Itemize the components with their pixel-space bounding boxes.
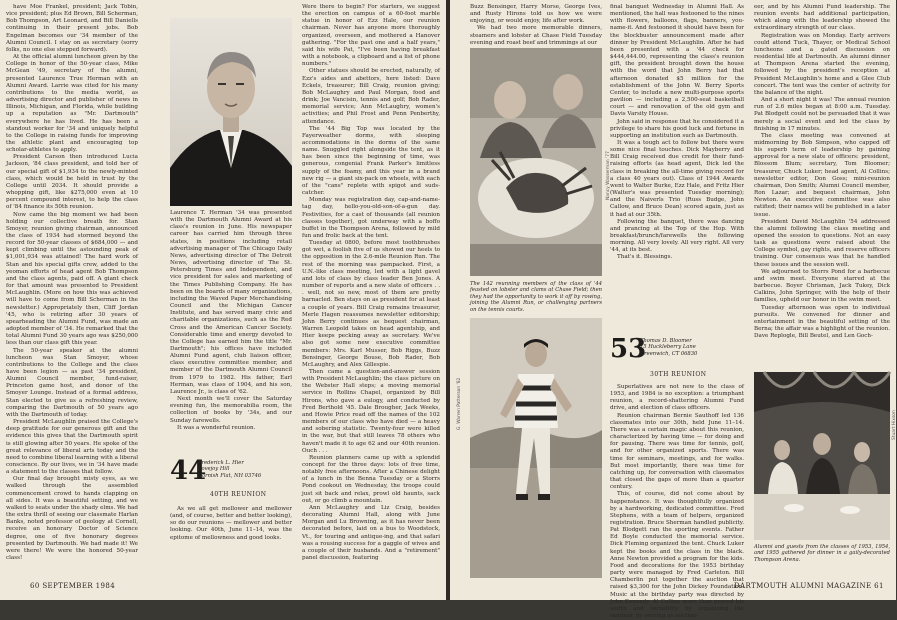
paragraph: President McLaughlin praised the College's deep gratitude for our generous gift and the evidence this gives that the Dartmouth spirit is still glowing after 50 years. He spoke of the great relevance of liberal arts today and the need to combine liberal learning with a liberal conscience. By our lives, we in '34 have made a statement to the classes that follow. xyxy=(6,419,138,476)
paragraph: Our final day brought misty eyes, as we walked through the assembled commencement crowd to hands clapping on all sides. It was a beautiful setting, and we walked to seats under the shady elms. We had the extra thrill of seeing our classmate Harlan Banks, noted professor of geology at Cornell, receive an honorary Doctor of Science degree, one of five honorary degrees presented by Dartmouth. We had made it! We were there! We were the honored 50-year class! xyxy=(6,476,138,562)
photo-credit-lobster: Nancy Wasserman '77 xyxy=(606,151,611,200)
class-number-44: 44 xyxy=(170,456,207,486)
lobster-photo-caption: The 142 reunning members of the class of '44 feasted on lobster and clams at Chase Field; then they had the opportunity to work it off by rowing, joining the Alumni Run, or challenging partners on the tennis courts. xyxy=(470,281,602,313)
paragraph: As we all get mellower and mellower (and, of course, better and better looking), so do our reunions — mellower and better looking. Our 40th, June 11–14, was the epitome of mellowness and good looks. xyxy=(170,506,292,541)
herman-portrait-photo xyxy=(170,18,292,206)
bio-paragraph: Laurence T. Herman '34 was presented with the Dartmouth Alumni Award at his class's reunion in June. His newspaper career has carried him through three states, in positions including retail advertising manager of The Chicago Daily News, advertising director of The Detroit News, advertising director of The St. Petersburg Times and Independent, and vice president for sales and marketing of the Times Publishing Company. He has been on the boards of many organizations, including the Waved Paper Merchandising Council and the Michigan Cancer Institute, and has served many civic and charitable organizations, such as the Red Cross and the American Cancer Society. Considerable time and energy devoted to the College has earned him the title "Mr. Dartmouth"; his offices have included Alumni Fund agent, club liaison officer, class executive committee member, and member of the Dartmouth Alumni Council from 1979 to 1982. His father, Earl Herman, was class of 1904, and his son, Laurence Jr., is class of '62. xyxy=(170,210,292,395)
paragraph: Now came the big moment we had been holding our collective breath for. Stan Smoyer, reunion giving chairman, announced the class of 1934 had stormed beyond the record for 50-year classes of $684,000 — and kept climbing until the astounding peak of $1,001,934 was attained! The hard work of Stan and his special gifts crew, added to the yeoman efforts of head agent Bob Thompson and the class agents, paid off. A giant check for that amount was presented to President McLaughlin. (More on how this was achieved will have to come from Bill Scherman in the newsletter.) Appropriately then, Cliff Jordan '45, who is retiring after 30 years of spearheading the Alumni Fund, was made an adopted member of '34. He remarked that the total Alumni Fund 30 years ago was $250,000 less than our class gift this year. xyxy=(6,211,138,347)
paragraph: The 50-year speaker at the alumni luncheon was Stan Smoyer, whose contributions to the College and the class have been legion — as past '34 president, Alumni Council member, fund-raiser, Princeton game host, and donor of the Smoyer Lounge. Instead of a formal address, Stan elected to give us a refreshing review, comparing the Dartmouth of 50 years ago with the Dartmouth of today. xyxy=(6,347,138,418)
paragraph: President David McLaughlin '54 addressed the alumni following the class meeting and opened the session to questions. Not an easy task as questions were raised about the College symbol, gay rights, and reserve officers training. Our consensus was that he handled these issues and the session well. xyxy=(754,218,890,268)
paragraph: The class meeting was convened at midmorning by Bob Simpson, who capped off his superb term of leadership by gaining approval for a new slate of officers: president, Blossom Blum; secretary, Tom Bloomer; treasurer, Chuck Luker; head agent, Al Collins; newsletter editor, Don Goss; mini-reunion chairman, Don Smith; Alumni Council member, Ron Lazar; and bequest chairman, John Newton. An executive committee was also ratified; their names will be published in a later issue. xyxy=(754,132,890,218)
paragraph: have Moe Frankel, president; Jack Tobin, vice president; plus Ed Brown, Bill Scherman, Bob Thompson, Art Leonard, and Bill Daniells continuing in their present jobs. Bob Engelman becomes our '34 member of the Alumni Council. I stay on as secretary (sorry folks, no one else stepped forward). xyxy=(6,4,138,53)
class-44-intro xyxy=(170,506,292,578)
paragraph: Then came a question-and-answer session with President McLaughlin; the class picture on the Webster Hall steps; a moving memorial service in Rollins Chapel, organized by Bill Hirons, who gave a eulogy, and conducted by Fred Berthold '45. Dale Brougher, Jack Weeks, and Howie Price read off the names of the 102 members of our class who have died — a heavy and sobering statistic. Twenty-four were killed in the war, but that still leaves 78 others who haven't made it to age 62 and our 40th reunion. Ouch . . . xyxy=(302,368,440,454)
photo-credit-runner: G. Warren Patterson '82 xyxy=(457,377,462,430)
paragraph: And a short night it was! The annual reunion run of 2.6 miles began at 8:00 a.m. Tuesday. Pat Blodgett could not be persuaded that it was merely a social event and led the class by finishing in 17 minutes. xyxy=(754,97,890,132)
address-line: Greenwich, CT 06830 xyxy=(640,350,698,357)
paragraph: At the official alumni luncheon given by the College in honor of the 50-year class, Mike McGean '49, secretary of the alumni, presented Laurence True Herman with an Alumni Award. Larrie was cited for his many contributions to the media world, as advertising director and publisher of news in Illinois, Michigan, and Florida, while building up a reputation as "Mr. Dartmouth" everywhere he has lived. He has been a standout worker for '34 and uniquely helpful to the College in raising funds for improving the athletic plant and encouraging top scholar-athletes to apply. xyxy=(6,54,138,154)
lobster-dinner-illustration xyxy=(470,48,602,276)
paragraph: Registration was on Monday. Early arrivers could attend Tuck, Thayer, or Medical School luncheons and a gated discussion on residential life at Dartmouth. An alumni dinner at Thompson Arena started the evening, followed by the president's reception at President McLaughlin's home and a Glee Club concert. The tent was the center of activity for the balance of the night. xyxy=(754,32,890,96)
lobster-dinner-photo xyxy=(470,48,602,276)
right-page xyxy=(450,0,897,619)
paragraph: Following the banquet, there was dancing and prancing at the Top of the Hop. With breakfast/brunch/farewells the following morning. All very lovely. All very right. All very '44, at its best. xyxy=(610,218,744,254)
paragraph: Ann McLaughry and Liz Craig, besides decorating Alumni Hall, along with June Morgan and Lu Browning, as it has never been decorated before, laid on a bus to Woodstock, Vt., for touring and antique-ing, and that safari was a rousing success for a gaggle of wives and a couple of their husbands. And a "retirement" panel discussion, featuring xyxy=(302,504,440,562)
runner-photo xyxy=(470,318,602,578)
paragraph: Buzz Bensinger, Harry Morse, George Ives, and Rusty Hirons told us how we were enjoying, or would enjoy, life after work. xyxy=(470,4,602,25)
left-column-3 xyxy=(302,4,440,576)
reunion-heading-40th: 40TH REUNION xyxy=(210,491,267,498)
paragraph: That's it. Blessings. xyxy=(617,254,673,261)
portrait-illustration xyxy=(170,18,292,206)
paragraph: Superlatives are not new to the class of 1953, and 1984 is no exception: a triumphant reunion, a record-shattering Alumni Fund drive, and election of class officers. xyxy=(610,384,744,412)
reunion-heading-30th: 30TH REUNION xyxy=(650,371,707,378)
right-column-1-text xyxy=(470,4,602,44)
group-dinner-photo xyxy=(754,372,890,540)
class-number-53: 53 xyxy=(610,334,647,364)
group-dinner-illustration xyxy=(754,372,890,540)
paragraph: Monday was registration day, cap-and-name-tag day, hello-you-old-son-of-a-gun day. Festivities, for a cast of thousands (all reunion classes together), got underway with a boffo buffet in the Thompson Arena, followed by mild fun and frolic back at the tent. xyxy=(302,197,440,239)
address-line: Cornish Flat, NH 03746 xyxy=(198,472,262,479)
page-folio-right: DARTMOUTH ALUMNI MAGAZINE 61 xyxy=(734,582,884,590)
address-line: Lovejoy Hill xyxy=(198,466,230,473)
paragraph: John said in response that he considered it a privilege to share his good luck and fortune in supporting an institution such as Dartmouth. xyxy=(610,118,744,139)
paragraph: It was a tough act to follow but there were some nice final touches. Dick Mayberry and Bill Craig received due credit for their fund-raising efforts (as head agent, Dick led the class in breaking the all-time giving record for a class 40 years out). Class of 1944 Awards went to Walter Burke, Ezz Hale, and Fritz Hier (Walter's was presented Tuesday morning); and the Naiverls Trio (Russ Budge, John Callow, and Bruce Dean) scored again, just as it had at our 35th. xyxy=(610,139,744,218)
class-53-address xyxy=(640,338,697,357)
class-53-text xyxy=(610,384,744,619)
group-photo-caption: Alumni and guests from the classes of 1953, 1954, and 1955 gathered for dinner in a gaily-decorated Thompson Arena. xyxy=(754,544,890,563)
paragraph: The '44 Big Top was located by the Fayerweather dorms, with sleeping accommodations in the dorms of the same name. Snuggled right alongside the tent, as it has been since the beginning of time, was generous, congenial Frank Parker's limitless supply of the foamy, and this year in a brand new rig — a giant six-pack on wheels, with each of the "cans" replete with spigot and suds-catcher. xyxy=(302,125,440,197)
address-line: 15 Huckleberry Lane xyxy=(640,344,696,351)
photo-credit-group: Stuart Hixson xyxy=(892,410,897,440)
herman-bio xyxy=(170,210,292,442)
bio-paragraph: Next month we'll cover the Saturday evening fun, the memorabilia room, the collection of books by '34s, and our Sunday farewells. xyxy=(170,396,292,424)
paragraph: Tuesday at 0800, before most toothbrushes got wet, a foolish five of us showed our heels to the opposition in the 2.6-mile Reunion Run. The rest of the morning was pampacked. First, a U.N.-like class meeting, led with a light gavel and lots of class by class leader Ben Jones. A number of reports and a new slate of officers . . . well, not so new, most of them are pretty barnacled. Ben stays on as president for at least a couple of years. Bill Craig remains treasurer, Merle Hagen reassumes newsletter editorship; John Berry continues as bequest chairman, Warren Leopold takes on head agentship, and Hier keeps pecking away as secretary. We've also got some new executive committee members: Mrs. Karl Musser, Bob Riggs, Buzz Bensinger, George Bouse, Bob Rader, Bob McLaughry, and Alex Gillespie. xyxy=(302,240,440,368)
left-page xyxy=(0,0,446,600)
paragraph: This, of course, did not come about by happenstance. It was thoughtfully organized by a hardworking, dedicated committee. Fred Stephens, with a team of helpers, organized registration. Bruce Sherman handled publicity. Pat Blodgett ran the sporting events. Father Ed Boyle conducted the memorial service. Dick Fleming organized the tent. Chuck Luker kept the books and the class in the black. Anne Newton provided a program for the kids. Food and decorations for the 1953 birthday party were managed by Fred Carleton. Bill Chamberlin put together the auction that raised $3,300 for the John Dickey Foundation. Music at the birthday party was directed by John Kennedy. Al Collins more than proved his worth and versatility by organizing the seminar, by serving as auction- xyxy=(610,491,744,619)
bio-paragraph: It was a wonderful reunion. xyxy=(177,424,256,431)
secretary-name: Frederick L. Hier xyxy=(198,460,244,466)
right-column-3-text xyxy=(754,4,890,368)
secretary-name: Thomas D. Bloomer xyxy=(640,338,692,344)
left-column-1 xyxy=(6,4,138,576)
paragraph: Other statues should be erected, naturally, of Ezz's aides and abettors, here listed: Dave Eckels, treasurer; Bill Craig, reunion giving; Bob McLaughry and Paul Morgan, food and drink; Joe Vancisin, tennis and golf; Bob Rader, memorial service; Ann McLaughry, women's activities; and Phil Frost and Penn Penberthy, attendance. xyxy=(302,68,440,125)
paragraph: We adjourned to Storrs Pond for a barbecue and swim meet. Everyone starred at the barbecue. Boyer Chrisman, Jack Tukey, Dick Calkins, John Springer, with the help of their families, upheld our honor in the swim meet. xyxy=(754,268,890,304)
paragraph: Reunion planners came up with a splendid concept for the three days: lots of free time, notably free afternoons. After a Chinese delight of a lunch in the Benna Tuesday or a Storrs Pond cookout on Wednesday, the troops could just sit back and relax, prowl old haunts, sack out, or go climb a mountain. xyxy=(302,454,440,504)
class-44-address xyxy=(198,460,261,479)
paragraph: Were there to begin? For starters, we suggest the erection on campus of a 60-foot marble statue in honor of Ezz Hale, our reunion chairman. Never has anyone more thoroughly organized, overseen, and mothered a Hanover gathering. "For the past one and a half years," said his wife Pat, "I've been having breakfast with a notebook, a clipboard and a list of phone numbers." xyxy=(302,4,440,68)
paragraph: Tuesday afternoon was open to individual pursuits. We convened for dinner and entertainment in the beautiful setting of the Berna; the affair was a highlight of the reunion. Dave Replogle, Bill Beutel, and Len Goch- xyxy=(754,304,890,340)
paragraph: eer, and by his Alumni Fund leadership. The reunion events had additional participation, which along with the leadership showed the extraordinary strength of our class. xyxy=(754,4,890,32)
paragraph: final banquet Wednesday in Alumni Hall. As mentioned, the hall was festooned to the nines with flowers, balloons, flags, banners, you-name-it. And festooned it should have been for the blockbuster announcement made after dinner by President McLaughlin. After he had been presented with a '44 check for $444,444.00, representing the class's reunion gift, the president brought down the house with the word that John Berry had that afternoon donated $5 million for the establishment of the John W. Berry Sports Center, to include a new multi-purpose sports pavilion — including a 2,500-seat basketball court — and renovation of the old gym and Davis Varsity House. xyxy=(610,4,744,118)
page-folio-left: 60 SEPTEMBER 1984 xyxy=(30,582,116,590)
paragraph: Reunion chairman Bernie Sauthoff led 136 classmates into our 30th, held June 11–14. There was a certain magic about this reunion, characterized by having time — for doing and for pausing. There was time for tennis, golf, and for other organized sports. There was time for seminars, meetings, and for walks. But most importantly, there was time for catching up, for conversation with classmates that closed the gaps of more than a quarter century. xyxy=(610,412,744,491)
paragraph: President Carson then introduced Lucia Jackson, '84 class president, and told her of our special gift of $1,934 to the newly-minted class, which would be held in trust by the College until 2034. It should provide a whopping gift, like $275,000 even at 10 percent compound interest, to help the class of '84 finance its 50th reunion. xyxy=(6,154,138,211)
runner-illustration xyxy=(470,318,602,578)
paragraph: We had two more memorable dinners, steamers and lobster at Chase Field Tuesday evening and roast beef and trimmings at our xyxy=(470,25,602,46)
right-column-2-text xyxy=(610,4,744,332)
